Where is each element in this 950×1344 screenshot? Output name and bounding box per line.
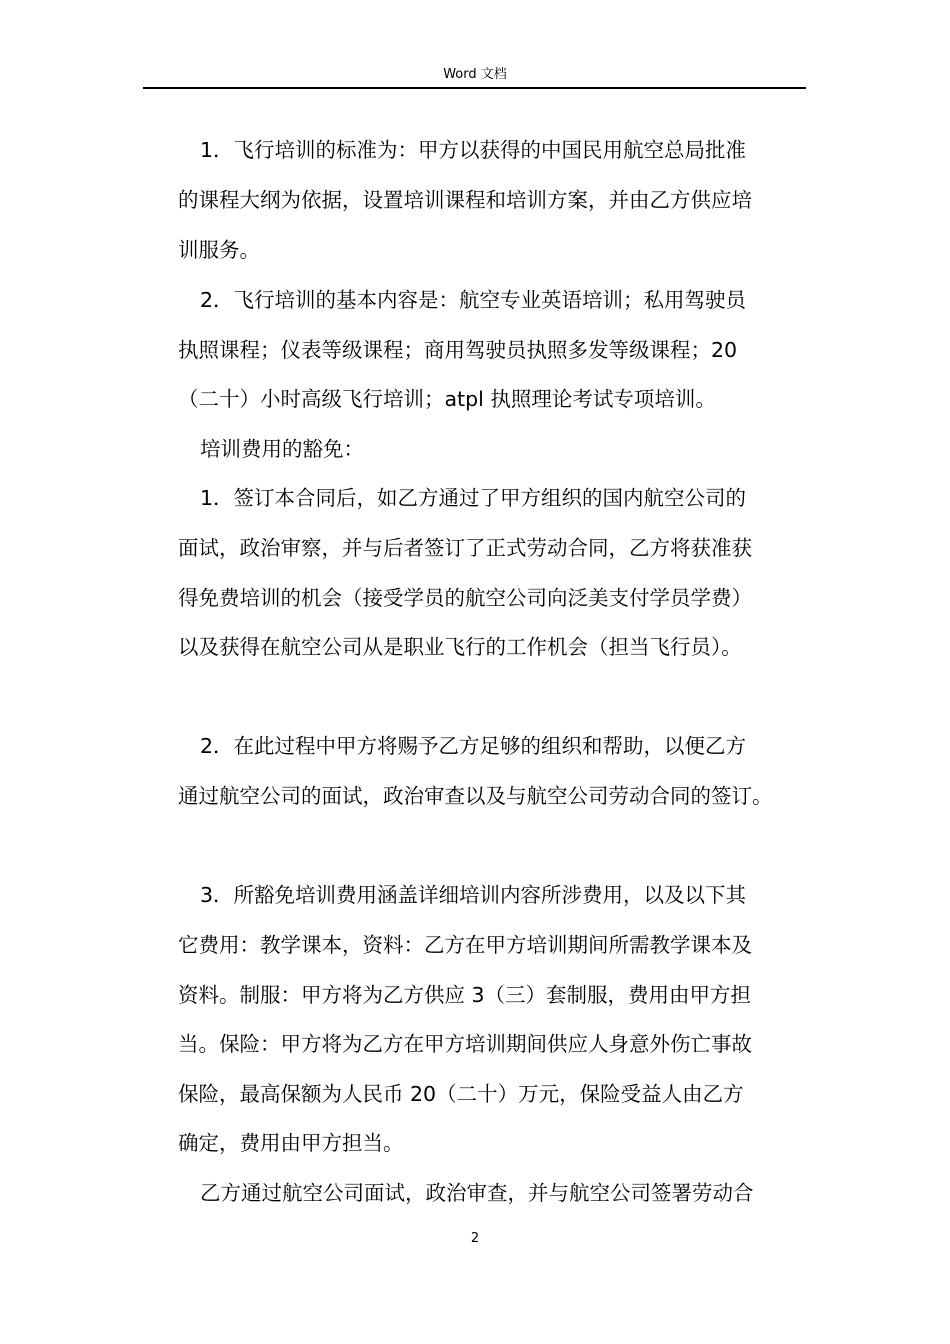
text-line: 保险，最高保额为人民币 20（二十）万元，保险受益人由乙方 [178,1082,744,1106]
text-line: 得免费培训的机会（接受学员的航空公司向泛美支付学员学费） [178,586,752,610]
text-line: 当。保险：甲方将为乙方在甲方培训期间供应人身意外伤亡事故 [178,1032,752,1056]
text-line: 执照课程；仪表等级课程；商用驾驶员执照多发等级课程；20 [178,338,738,362]
page-number: 2 [470,1231,480,1246]
text-line: 通过航空公司的面试，政治审查以及与航空公司劳动合同的签订。 [178,784,773,808]
text-line: 培训费用的豁免： [200,437,364,461]
header-rule [143,87,806,89]
text-line: 资料。制服：甲方将为乙方供应 3（三）套制服，费用由甲方担 [178,983,752,1007]
text-line: 2．飞行培训的基本内容是：航空专业英语培训；私用驾驶员 [200,288,747,312]
text-line: 训服务。 [178,238,260,262]
page-header: Word 文档 [443,67,507,82]
text-line: 1．签订本合同后，如乙方通过了甲方组织的国内航空公司的 [200,486,747,510]
text-line: 的课程大纲为依据，设置培训课程和培训方案，并由乙方供应培 [178,188,752,212]
text-line: 3．所豁免培训费用涵盖详细培训内容所涉费用，以及以下其 [200,883,747,907]
text-line: 1．飞行培训的标准为：甲方以获得的中国民用航空总局批准 [200,138,747,162]
text-line: 它费用：教学课本，资料：乙方在甲方培训期间所需教学课本及 [178,933,752,957]
text-line: （二十）小时高级飞行培训；atpl 执照理论考试专项培训。 [178,387,716,411]
text-line: 2．在此过程中甲方将赐予乙方足够的组织和帮助，以便乙方 [200,734,747,758]
text-line: 确定，费用由甲方担当。 [178,1131,404,1155]
text-line: 乙方通过航空公司面试，政治审查，并与航空公司签署劳动合 [200,1181,754,1205]
text-line: 面试，政治审察，并与后者签订了正式劳动合同，乙方将获准获 [178,536,752,560]
text-line: 以及获得在航空公司从是职业飞行的工作机会（担当飞行员）。 [178,635,742,659]
